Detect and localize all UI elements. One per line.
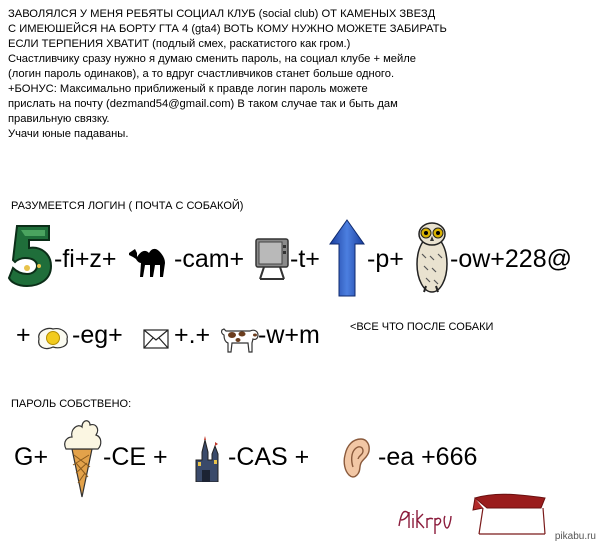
login-text-dot: +.+ — [174, 321, 211, 349]
intro-line: Учачи юные падаваны. — [8, 128, 129, 140]
intro-line: +БОНУС: Максимально приближеный к правде логин пароль можете — [8, 83, 368, 95]
intro-line: ЗАВОЛЯЛСЯ У МЕНЯ РЕБЯТЫ СОЦИАЛ КЛУБ (social club) ОТ КАМЕНЫХ ЗВЕЗД — [8, 8, 436, 20]
intro-line: правильную связку. — [8, 113, 110, 125]
hand-drawn-cake-icon — [473, 494, 545, 534]
digit-five-icon — [7, 222, 53, 288]
after-at-note: <ВСЕ ЧТО ПОСЛЕ СОБАКИ — [350, 321, 494, 333]
ice-cream-icon — [60, 415, 104, 499]
login-text-eg: -eg+ — [72, 321, 123, 349]
camel-icon — [127, 243, 173, 277]
intro-line: ЕСЛИ ТЕРПЕНИЯ ХВАТИТ (подлый смех, раскатистого как гром.) — [8, 38, 351, 50]
ear-icon — [341, 437, 371, 479]
login-text-fi-z: -fi+z+ — [54, 245, 117, 273]
up-arrow-icon — [328, 218, 366, 298]
password-text-g: G+ — [14, 443, 49, 471]
login-text-cam: -cam+ — [174, 245, 245, 273]
login-text-p: -p+ — [367, 245, 404, 273]
intro-line: (логин пароль одинаков), а то вдруг счастливчиков станет больше одного. — [8, 68, 395, 80]
owl-icon — [412, 220, 452, 296]
intro-line: С ИМЕЮШЕЙСЯ НА БОРТУ ГТА 4 (gta4) ВОТЬ КОМУ НУЖНО МОЖЕТЕ ЗАБИРАТЬ — [8, 23, 447, 35]
password-text-cas: -CAS + — [228, 443, 310, 471]
watermark: pikabu.ru — [554, 531, 596, 542]
fried-egg-icon — [35, 325, 71, 351]
castle-icon — [190, 436, 224, 482]
intro-line: Счастливчику сразу нужно я думаю сменить пароль, на социал клубе + мейле — [8, 53, 417, 65]
password-text-ce: -CE + — [103, 443, 168, 471]
intro-line: прислать на почту (dezmand54@gmail.com) В таком случае так и быть дам — [8, 98, 398, 110]
password-label: ПАРОЛЬ СОБСТВЕНО: — [11, 398, 132, 410]
password-text-ea-666: -ea +666 — [378, 443, 478, 471]
login-text-plus: + — [16, 321, 31, 349]
login-label: РАЗУМЕЕТСЯ ЛОГИН ( ПОЧТА С СОБАКОЙ) — [11, 200, 244, 212]
envelope-icon — [143, 329, 169, 349]
login-text-t: -t+ — [290, 245, 320, 273]
login-text-ow-228: -ow+228@ — [450, 245, 572, 273]
tv-icon — [254, 237, 290, 281]
signature-handwriting — [399, 510, 451, 534]
signature — [395, 490, 575, 540]
cow-icon — [220, 323, 260, 353]
login-text-w-m: -w+m — [258, 321, 320, 349]
intro-text — [8, 7, 478, 142]
